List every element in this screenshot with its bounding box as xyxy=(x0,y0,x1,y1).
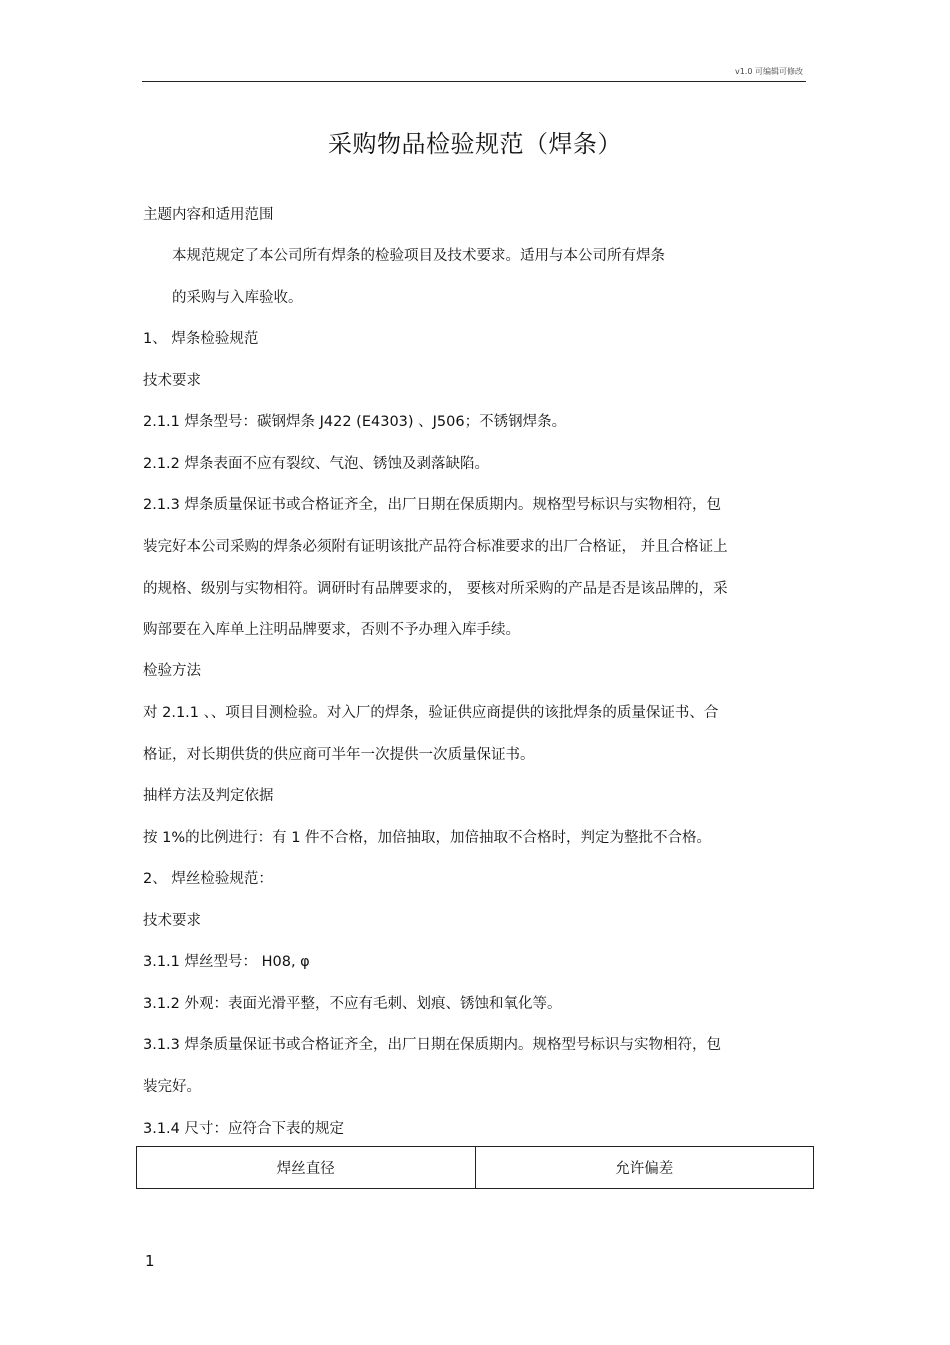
subheading-tech-requirements: 技术要求 xyxy=(143,913,201,929)
clause-3-1-2: 3.1.2 外观：表面光滑平整，不应有毛刺、划痕、锈蚀和氧化等。 xyxy=(143,996,562,1012)
section-heading-scope: 主题内容和适用范围 xyxy=(143,207,274,223)
subheading-tech-requirements: 技术要求 xyxy=(143,373,201,389)
paragraph-line: 本规范规定了本公司所有焊条的检验项目及技术要求。适用与本公司所有焊条 xyxy=(172,248,665,264)
paragraph-line: 格证，对长期供货的供应商可半年一次提供一次质量保证书。 xyxy=(143,747,535,763)
page-number: 1 xyxy=(145,1252,155,1270)
clause-2-1-1: 2.1.1 焊条型号：碳钢焊条 J422 (E4303) 、J506；不锈钢焊条。 xyxy=(143,414,567,430)
header-version-note: v1.0 可编辑可修改 xyxy=(735,67,803,76)
table-header-cell: 焊丝直径 xyxy=(137,1147,476,1189)
table-header-row xyxy=(137,1147,814,1189)
subheading-inspection-method: 检验方法 xyxy=(143,663,201,679)
paragraph-line: 的规格、级别与实物相符。调研时有品牌要求的， 要核对所采购的产品是否是该品牌的，采 xyxy=(143,581,728,597)
header-rule xyxy=(142,81,806,82)
section-heading-wire: 2、 焊丝检验规范： xyxy=(143,871,273,887)
clause-2-1-2: 2.1.2 焊条表面不应有裂纹、气泡、锈蚀及剥落缺陷。 xyxy=(143,456,490,472)
wire-dimension-table xyxy=(136,1146,814,1189)
paragraph-line: 装完好本公司采购的焊条必须附有证明该批产品符合标准要求的出厂合格证， 并且合格证上 xyxy=(143,539,728,555)
section-heading-electrode: 1、 焊条检验规范 xyxy=(143,331,259,347)
subheading-sampling: 抽样方法及判定依据 xyxy=(143,788,274,804)
clause-3-1-3: 3.1.3 焊条质量保证书或合格证齐全，出厂日期在保质期内。规格型号标识与实物相符，包 xyxy=(143,1037,721,1053)
paragraph-line: 装完好。 xyxy=(143,1079,201,1095)
paragraph-line: 购部要在入库单上注明品牌要求，否则不予办理入库手续。 xyxy=(143,622,520,638)
clause-3-1-1: 3.1.1 焊丝型号： H08, φ xyxy=(143,954,310,970)
paragraph-line: 按 1%的比例进行：有 1 件不合格，加倍抽取，加倍抽取不合格时，判定为整批不合格。 xyxy=(143,830,712,846)
clause-3-1-4: 3.1.4 尺寸：应符合下表的规定 xyxy=(143,1121,345,1137)
document-title: 采购物品检验规范（焊条） xyxy=(328,130,622,158)
clause-2-1-3: 2.1.3 焊条质量保证书或合格证齐全，出厂日期在保质期内。规格型号标识与实物相符，包 xyxy=(143,497,721,513)
table-header-cell: 允许偏差 xyxy=(475,1147,814,1189)
paragraph-line: 对 2.1.1 、、项目目测检验。对入厂的焊条，验证供应商提供的该批焊条的质量保证书、合 xyxy=(143,705,719,721)
paragraph-line: 的采购与入库验收。 xyxy=(172,290,303,306)
